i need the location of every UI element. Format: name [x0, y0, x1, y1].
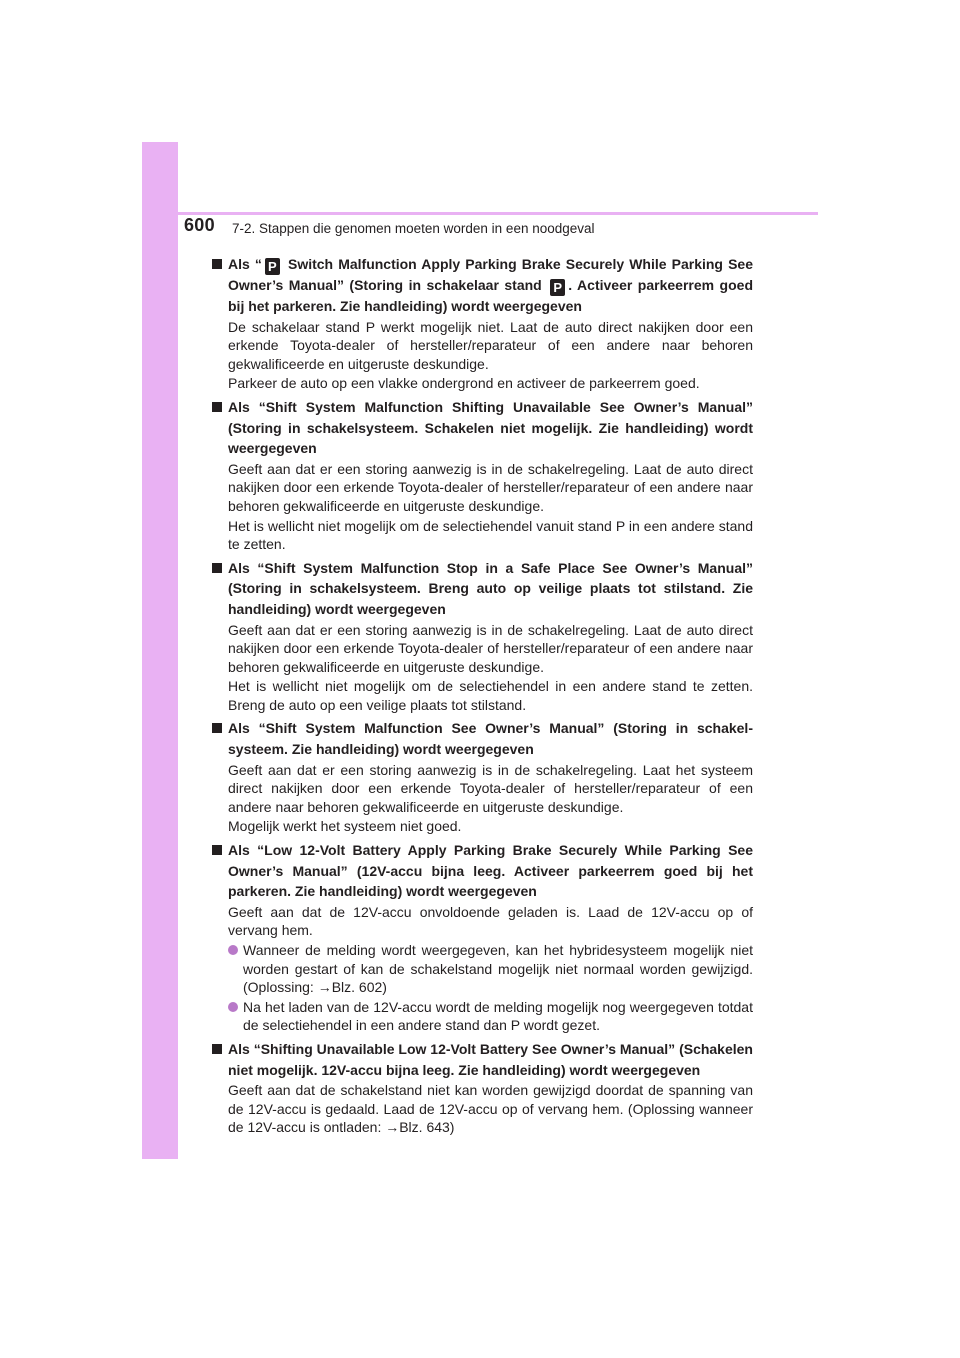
section-body [212, 903, 753, 1035]
main-content [212, 254, 753, 1141]
square-bullet-icon [212, 723, 222, 733]
section-heading: Als “Shift System Malfunction Stop in a Safe Place See Owner’s Manual” (Storing in schakelsysteem. Breng auto op veilige plaats tot stilstand. Zie handleiding) wordt weergegeven [212, 558, 753, 620]
paragraph: Geeft aan dat er een storing aanwezig is in de schakelregeling. Laat de auto direct nakijken door een erkende Toyota-dealer of hersteller/reparateur of een andere naar behoren gekwalificeerde en uitgeruste deskundige. [228, 460, 753, 514]
section-stop-safe-place [212, 558, 753, 715]
section-parking-switch [212, 254, 753, 393]
paragraph: Parkeer de auto op een vlakke ondergrond en activeer de parkeerrem goed. [228, 375, 700, 392]
side-tab-band [142, 142, 178, 1159]
section-heading: Als “Shift System Malfunction See Owner’s Manual” (Storing in schakelsysteem. Zie handleiding) wordt weergegeven [212, 718, 753, 759]
square-bullet-icon [212, 1044, 222, 1054]
section-low-battery [212, 840, 753, 1035]
section-shift-malfunction [212, 718, 753, 836]
square-bullet-icon [212, 259, 222, 269]
header-rule [142, 212, 818, 215]
square-bullet-icon [212, 845, 222, 855]
section-shifting-low-battery [212, 1039, 753, 1137]
paragraph: Mogelijk werkt het systeem niet goed. [228, 818, 462, 835]
paragraph: Geeft aan dat er een storing aanwezig is in de schakelregeling. Laat de auto direct nakijken door een erkende Toyota-dealer of hersteller/reparateur of een andere naar behoren gekwalificeerde en uitgeruste deskundige. [228, 621, 753, 675]
paragraph: Het is wellicht niet mogelijk om de selectiehendel in een andere stand te zetten. Breng de auto op een veilige plaats tot stilstand. [228, 678, 753, 713]
section-heading: Als “Shift System Malfunction Shifting Unavailable See Owner’s Manual” (Storing in schakelsysteem. Schakelen niet mogelijk. Zie handleiding) wordt weergegeven [212, 397, 753, 459]
square-bullet-icon [212, 402, 222, 412]
chapter-title: 7-2. Stappen die genomen moeten worden in een noodgeval [232, 221, 595, 236]
parking-p-icon: P [550, 279, 565, 296]
section-heading: Als “Low 12-Volt Battery Apply Parking Brake Securely While Parking See Owner’s Manual” (12V-accu bijna leeg. Activeer parkeerrem goed bij het parkeren. Zie handleiding) wordt weergegeven [212, 840, 753, 902]
square-bullet-icon [212, 563, 222, 573]
page-number: 600 [184, 215, 215, 235]
bullet-item: Na het laden van de 12V-accu wordt de melding mogelijk nog weergegeven totdat de selectiehendel in een andere stand dan P wordt gezet. [228, 998, 753, 1035]
section-shifting-unavailable [212, 397, 753, 554]
section-body [212, 621, 753, 715]
section-body [212, 761, 753, 836]
circle-bullet-icon [228, 945, 238, 955]
circle-bullet-icon [228, 1002, 238, 1012]
paragraph: Geeft aan dat de schakelstand niet kan worden gewijzigd doordat de spanning van de 12V-accu is gedaald. Laad de 12V-accu op of vervang hem. (Oplossing wanneer de 12V-accu is ontladen: →Blz. 643) [228, 1082, 753, 1136]
paragraph: Geeft aan dat de 12V-accu onvoldoende geladen is. Laad de 12V-accu op of vervang hem. [228, 903, 753, 939]
paragraph: Geeft aan dat er een storing aanwezig is in de schakelregeling. Laat het systeem direct nakijken door een erkende Toyota-dealer of hersteller/reparateur of een andere naar behoren gekwalificeerde en uitgeruste deskundige. [228, 761, 753, 815]
section-heading: Als “Shifting Unavailable Low 12-Volt Battery See Owner’s Manual” (Schakelen niet mogelijk. 12V-accu bijna leeg. Zie handleiding) wordt weergegeven [212, 1039, 753, 1080]
bullet-item: Wanneer de melding wordt weergegeven, kan het hybridesysteem mogelijk niet worden gestart of kan de schakelstand mogelijk niet normaal worden gewijzigd. (Oplossing: →Blz. 602) [228, 941, 753, 997]
section-body [212, 460, 753, 554]
paragraph: De schakelaar stand P werkt mogelijk niet. Laat de auto direct nakijken door een erkende Toyota-dealer of hersteller/reparateur of een andere naar behoren gekwalificeerde en uitgeruste deskundige. [228, 318, 753, 372]
section-body [212, 1081, 753, 1137]
parking-p-icon: P [265, 258, 280, 275]
section-heading: Als “ P Switch Malfunction Apply Parking Brake Securely While Parking See Owner’s Manual” (Storing in schakelaar stand P . Activeer parkeerrem goed bij het parkeren. Zie handleiding) wordt weergegeven [212, 254, 753, 317]
paragraph: Het is wellicht niet mogelijk om de selectiehendel vanuit stand P in een andere stand te zetten. [228, 517, 753, 553]
section-body [212, 318, 753, 393]
